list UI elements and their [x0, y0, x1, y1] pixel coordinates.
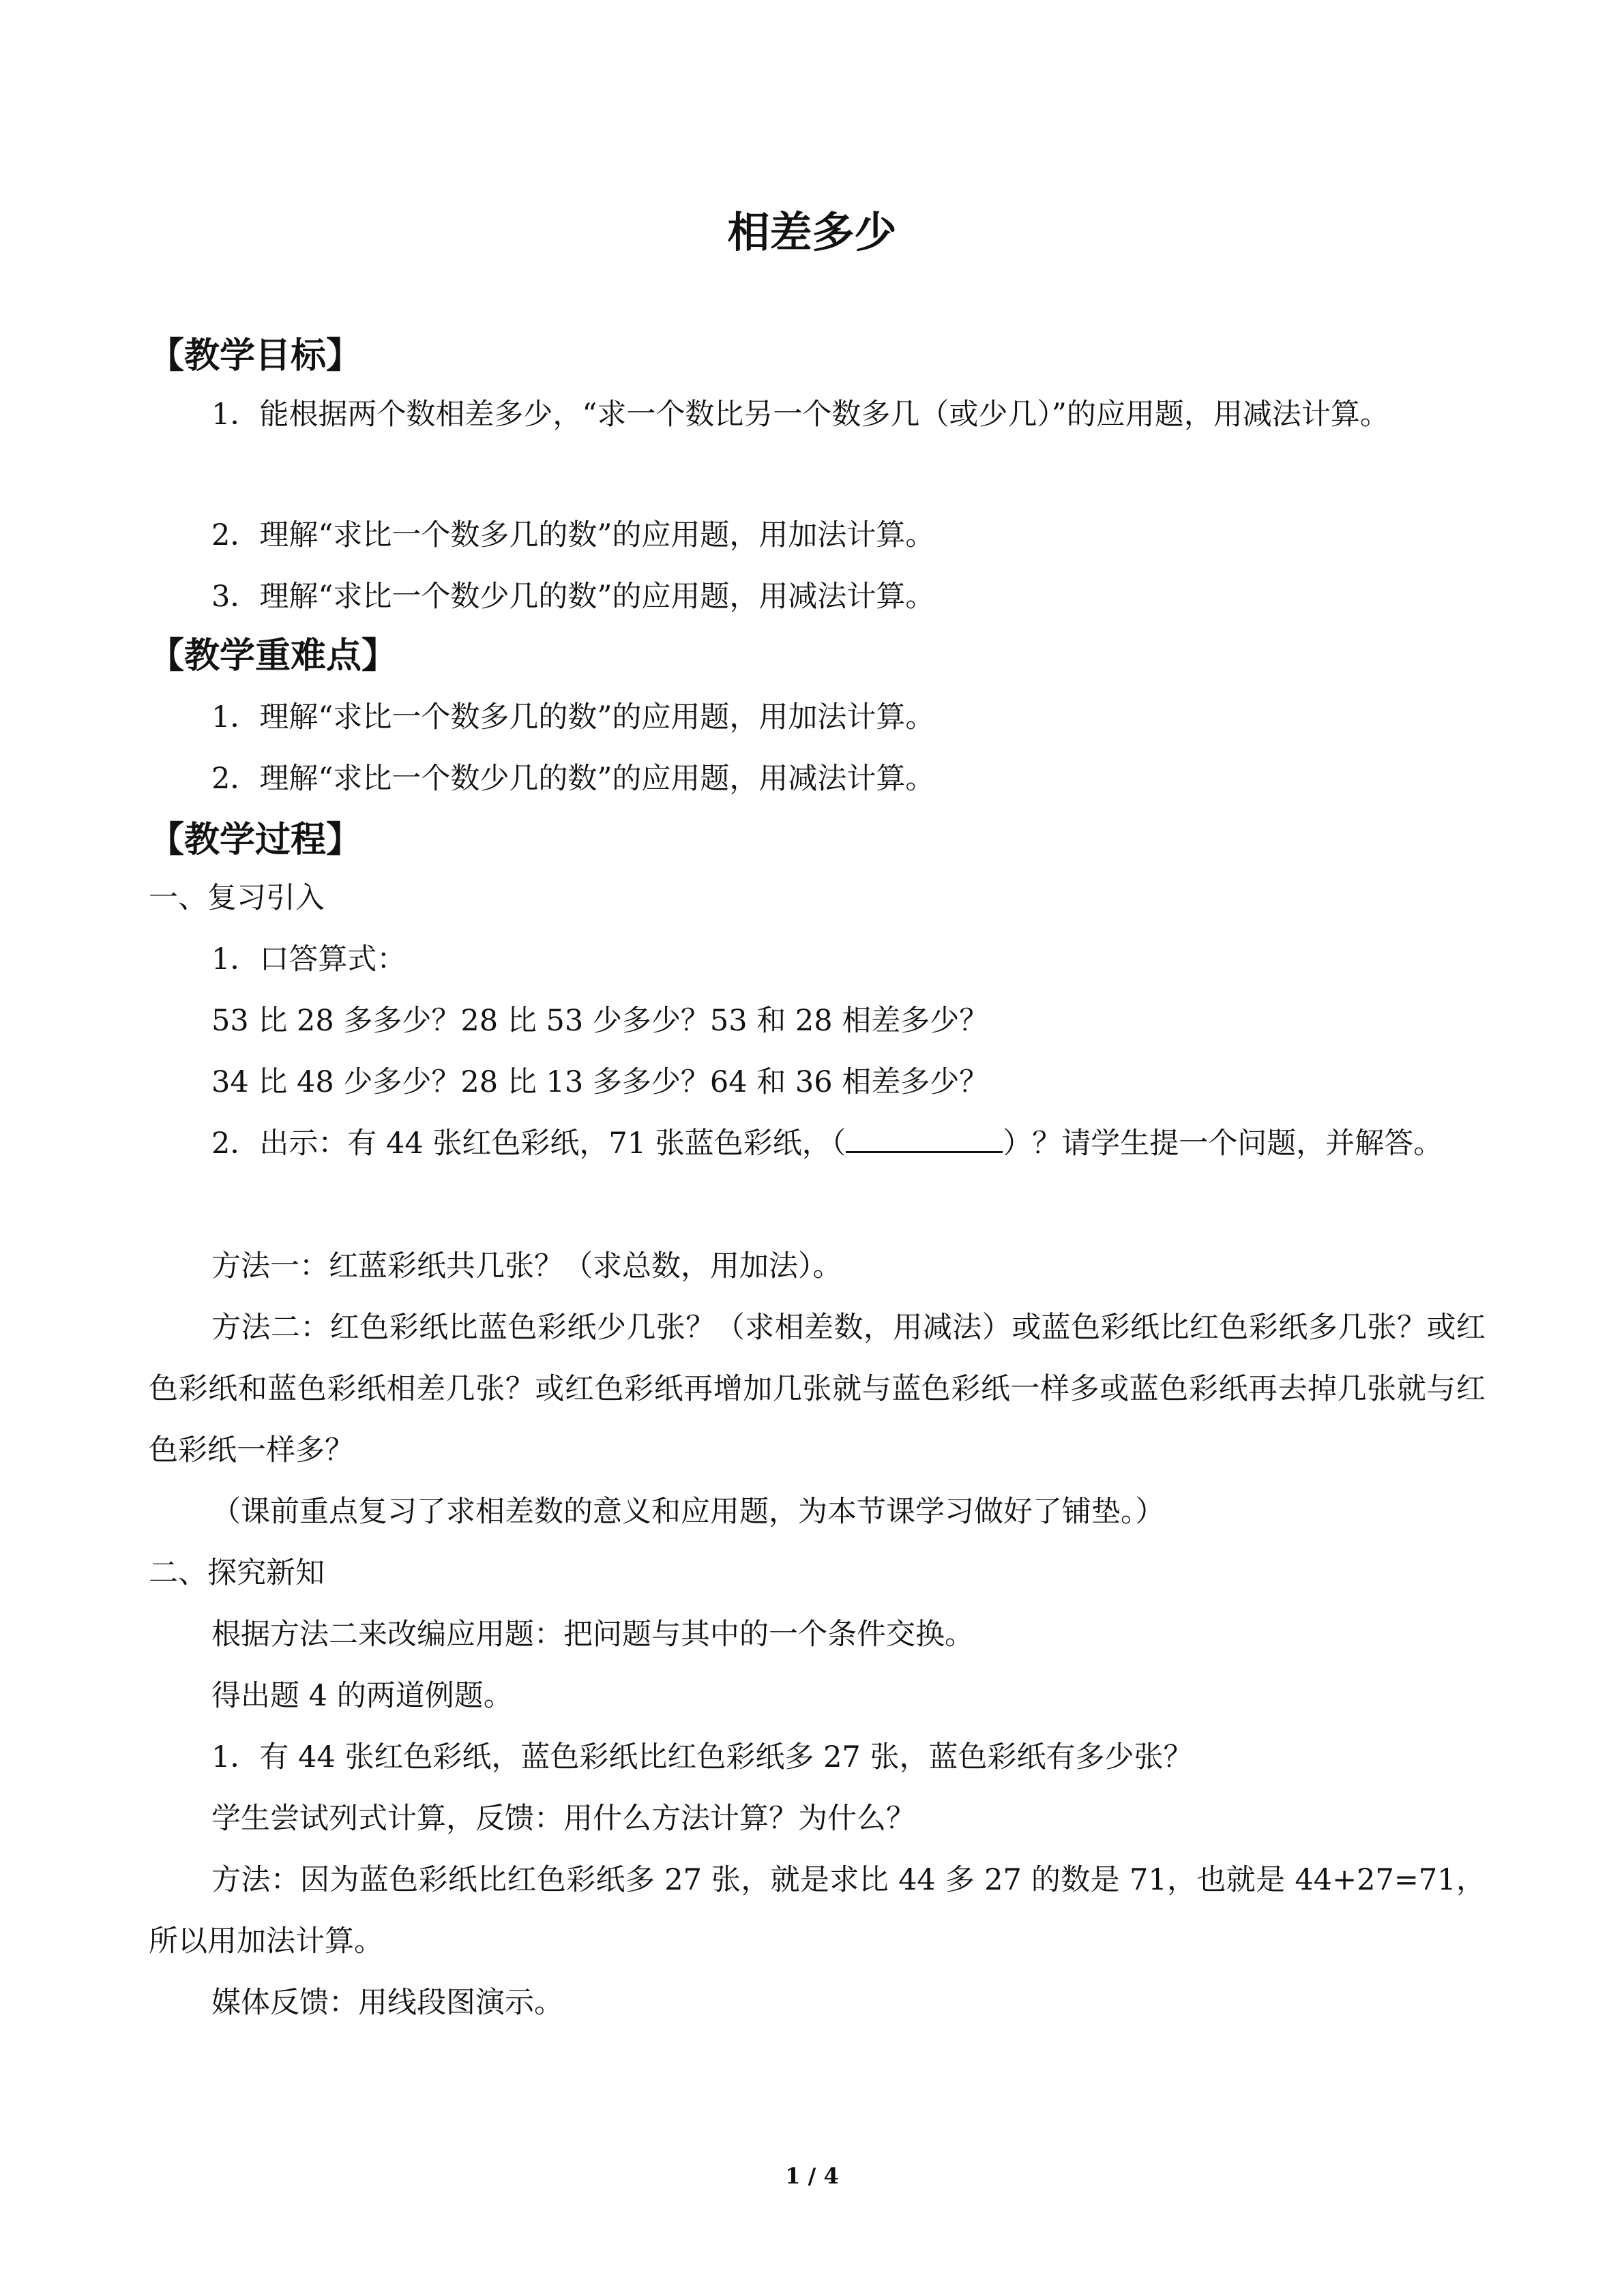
question-row-1: 53 比 28 多多少？28 比 53 少多少？53 和 28 相差多少？ [211, 1004, 989, 1038]
rewrite-instruction: 根据方法二来改编应用题：把问题与其中的一个条件交换。 [211, 1617, 974, 1652]
example-problem-1: 1．有 44 张红色彩纸，蓝色彩纸比红色彩纸多 27 张，蓝色彩纸有多少张？ [211, 1740, 1193, 1774]
derive-examples: 得出题 4 的两道例题。 [211, 1679, 513, 1713]
section-heading-key-points: 【教学重难点】 [149, 636, 398, 676]
method-two: 方法二：红色彩纸比蓝色彩纸少几张？（求相差数，用减法）或蓝色彩纸比红色彩纸多几张？或红色彩纸和蓝色彩纸相差几张？或红色彩纸再增加几张就与蓝色彩纸一样多或蓝色彩纸再去掉几张就与红色彩纸一样多？ [149, 1311, 1486, 1467]
question-row-2: 34 比 48 少多少？28 比 13 多多少？64 和 36 相差多少？ [211, 1065, 989, 1099]
teacher-note: （课前重点复习了求相差数的意义和应用题，为本节课学习做好了铺垫。） [211, 1495, 1165, 1529]
goal-item-1: 1．能根据两个数相差多少，“求一个数比另一个数多几（或少几）”的应用题，用减法计算。 [211, 398, 1389, 432]
oral-calculation-label: 1．口答算式： [211, 942, 407, 976]
document-title: 相差多少 [727, 207, 897, 257]
section-heading-process: 【教学过程】 [149, 820, 362, 861]
key-point-item-2: 2．理解“求比一个数少几的数”的应用题，用减法计算。 [211, 762, 935, 796]
goal-item-3: 3．理解“求比一个数少几的数”的应用题，用减法计算。 [211, 580, 935, 614]
answer-blank [846, 1121, 1003, 1153]
part1-heading: 一、复习引入 [149, 881, 325, 915]
method-one: 方法一：红蓝彩纸共几张？（求总数，用加法）。 [211, 1249, 842, 1283]
key-point-item-1: 1．理解“求比一个数多几的数”的应用题，用加法计算。 [211, 700, 935, 734]
goal-item-2: 2．理解“求比一个数多几的数”的应用题，用加法计算。 [211, 518, 935, 552]
method-explanation: 方法：因为蓝色彩纸比红色彩纸多 27 张，就是求比 44 多 27 的数是 71，也就是 44+27=71，所以用加法计算。 [149, 1863, 1486, 1958]
page-number: 1 / 4 [785, 2163, 839, 2189]
student-attempt: 学生尝试列式计算，反馈：用什么方法计算？为什么？ [211, 1802, 915, 1836]
media-feedback: 媒体反馈：用线段图演示。 [211, 1986, 563, 2020]
part2-heading: 二、探究新知 [149, 1556, 325, 1590]
section-heading-goals: 【教学目标】 [149, 336, 362, 376]
show-problem: 2．出示：有 44 张红色彩纸，71 张蓝色彩纸，（ ）？请学生提一个问题，并解答。 [149, 1113, 1486, 1174]
